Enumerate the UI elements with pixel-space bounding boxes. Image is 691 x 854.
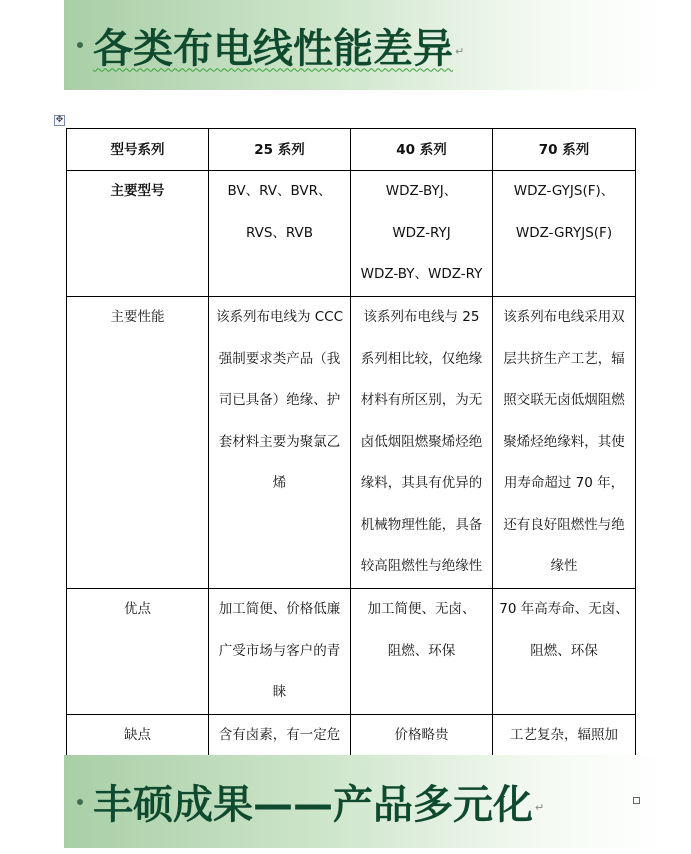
paragraph-mark-icon: ↵ (535, 801, 545, 814)
cell-line: 睐 (272, 684, 287, 700)
cell-line: 加工简便、价格低廉 (218, 601, 341, 617)
cell-line: WDZ-GRYJS(F) (515, 224, 613, 241)
table-cell (209, 171, 351, 297)
cell-line: 聚烯烃绝缘料，其使 (503, 433, 625, 450)
row-label: 主要性能 (67, 297, 209, 589)
cell-line: 广受市场与客户的青 (218, 642, 341, 659)
cell-line: 套材料主要为聚氯乙 (218, 433, 341, 450)
cell-line: 烯 (272, 475, 287, 491)
table-row (67, 171, 636, 297)
table-cell (493, 171, 636, 297)
header-cell: 型号系列 (67, 129, 209, 171)
cell-line: 阻燃、环保 (387, 642, 456, 659)
cell-line: 层共挤生产工艺，辐 (503, 350, 625, 367)
table-cell (209, 589, 351, 715)
cell-line: 缘料，其具有优异的 (360, 475, 483, 491)
table-cell (351, 589, 493, 715)
cell-line: WDZ-BYJ、 (385, 183, 458, 199)
cell-line: 该系列布电线与 25 (363, 309, 480, 325)
table-cell (351, 297, 493, 589)
header-banner (64, 0, 664, 90)
section-title: 丰硕成果——产品多元化 (93, 782, 533, 828)
page-title: 各类布电线性能差异 (93, 25, 453, 72)
cell-line: 含有卤素，有一定危 (218, 726, 341, 743)
cell-line: 较高阻燃性与绝缘性 (360, 558, 483, 574)
table-move-handle-icon[interactable]: ✥ (55, 115, 64, 125)
header-cell: 70 系列 (493, 129, 636, 171)
row-label: 优点 (67, 589, 209, 715)
header-cell: 25 系列 (209, 129, 351, 171)
table-header-row (67, 129, 636, 171)
table-row (67, 589, 636, 715)
table-row (67, 297, 636, 589)
table-cell (209, 297, 351, 589)
cell-line: 机械物理性能，具备 (360, 516, 483, 533)
table-cell (351, 171, 493, 297)
row-label: 主要型号 (67, 171, 209, 297)
bullet-dot-icon (77, 42, 83, 48)
cell-line: 系列相比较，仅绝缘 (360, 350, 483, 367)
cell-line: 价格略贵 (394, 726, 449, 743)
spec-table (66, 128, 636, 799)
cell-line: 70 年高寿命、无卤、 (499, 601, 629, 617)
paragraph-mark-icon: ↵ (455, 44, 465, 58)
header-cell: 40 系列 (351, 129, 493, 171)
cell-line: WDZ-RYJ (392, 224, 451, 241)
table-cell (493, 589, 636, 715)
bullet-dot-icon (77, 799, 83, 805)
cell-line: 阻燃、环保 (530, 642, 598, 659)
footer-banner (64, 755, 664, 848)
corner-box-icon (633, 797, 640, 804)
cell-line: 该系列布电线为 CCC (215, 309, 344, 325)
cell-line: 司已具备）绝缘、护 (218, 392, 341, 408)
cell-line: 卤低烟阻燃聚烯烃绝 (360, 433, 483, 450)
cell-line: 强制要求类产品（我 (218, 350, 341, 367)
cell-line: 还有良好阻燃性与绝 (503, 516, 625, 533)
row-label: 缺点 (67, 714, 209, 798)
cell-line: 该系列布电线采用双 (503, 309, 625, 325)
cell-line: 照交联无卤低烟阻燃 (503, 392, 625, 408)
cell-line: 缘性 (550, 558, 578, 574)
cell-line: WDZ-BY、WDZ-RY (360, 266, 483, 282)
cell-line: 工艺复杂，辐照加 (510, 726, 618, 743)
cell-line: 用寿命超过 70 年， (503, 475, 625, 491)
cell-line: WDZ-GYJS(F)、 (513, 183, 615, 199)
cell-line: 加工简便、无卤、 (367, 601, 476, 617)
cell-line: RVS、RVB (245, 224, 314, 241)
cell-line: 材料有所区别，为无 (360, 392, 483, 408)
table-cell (493, 297, 636, 589)
cell-line: BV、RV、BVR、 (227, 183, 332, 199)
